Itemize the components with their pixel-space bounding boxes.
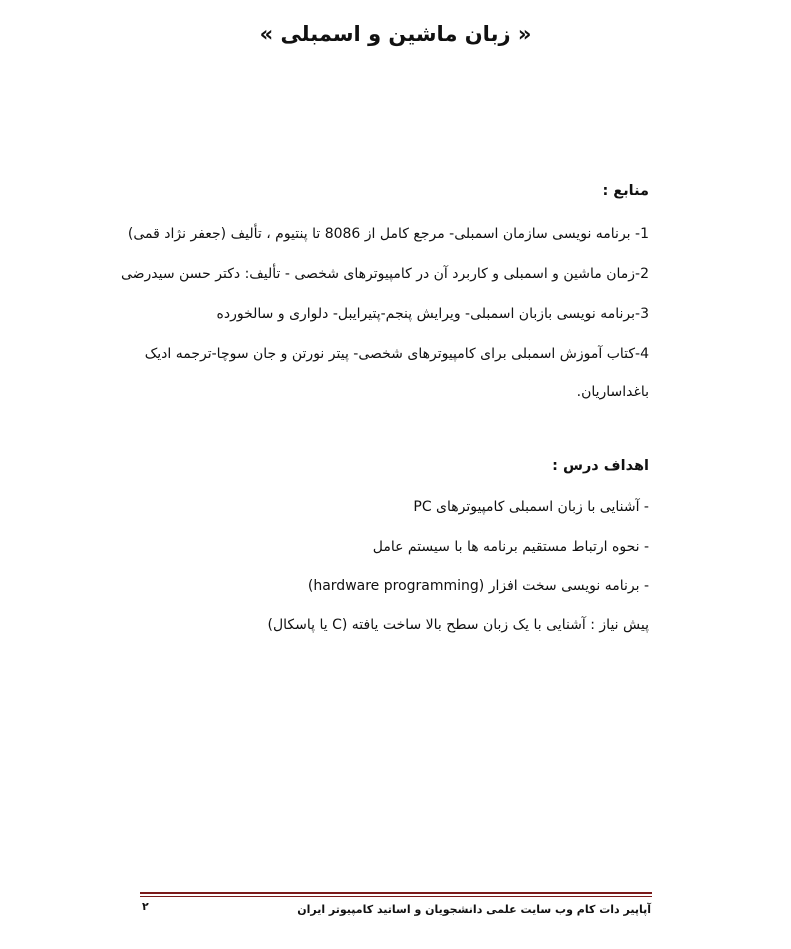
goal-item-2: - نحوه ارتباط مستقیم برنامه ها با سیستم عامل xyxy=(372,539,649,555)
footer-text: آپاپیر دات کام وب سایت علمی دانشجویان و اساتید کامپیوتر ایران xyxy=(297,903,651,916)
sources-list xyxy=(120,224,649,402)
source-item-3: 3-برنامه نویسی بازبان اسمبلی- ویرایش پنجم-پتیرایبل- دلواری و سالخورده xyxy=(216,306,649,322)
sources-heading: منابع : xyxy=(602,183,649,199)
footer-divider xyxy=(140,892,652,894)
page-number: ۲ xyxy=(142,900,149,913)
goal-item-1: - آشنایی با زبان اسمبلی کامپیوترهای PC xyxy=(413,499,649,515)
footer-divider-thin xyxy=(140,896,652,897)
goal-item-3: - برنامه نویسی سخت افزار (hardware programming) xyxy=(307,578,649,594)
source-item-2: 2-زمان ماشین و اسمبلی و کاربرد آن در کامپیوترهای شخصی - تألیف: دکتر حسن سیدرضی xyxy=(120,266,649,282)
sources-section xyxy=(139,183,649,199)
goals-heading: اهداف درس : xyxy=(552,458,649,474)
source-item-4: 4-کتاب آموزش اسمبلی برای کامپیوترهای شخصی- پیتر نورتن و جان سوچا-ترجمه ادیک xyxy=(144,346,649,362)
prerequisite-line: پیش نیاز : آشنایی با یک زبان سطح بالا ساخت یافته (C یا پاسکال) xyxy=(267,617,649,633)
source-item-4-continuation: باغداساریان. xyxy=(576,384,649,400)
source-item-1: 1- برنامه نویسی سازمان اسمبلی- مرجع کامل از 8086 تا پنتیوم ، تألیف (جعفر نژاد قمی) xyxy=(127,226,649,242)
goals-section xyxy=(139,458,649,474)
document-title: « زبان ماشین و اسمبلی » xyxy=(259,22,532,46)
goals-list xyxy=(139,497,649,635)
